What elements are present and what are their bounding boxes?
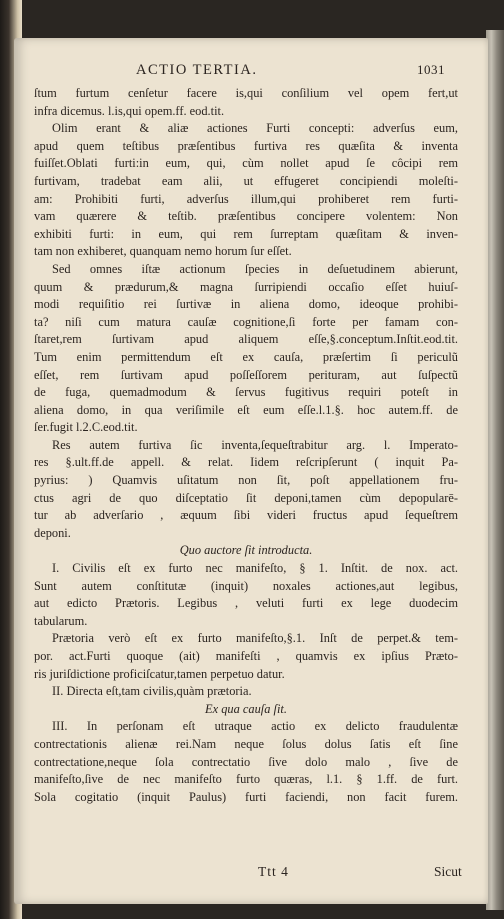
text-line: furtivam, tradebat eam alii, ut effugeret concipiendi moleſti-	[34, 173, 458, 188]
text-line: por. act.Furti quoque (ait) manifeſti , quamvis ex ipſius Præto-	[34, 649, 458, 663]
text-line: apud quem teſtibus præſentibus furtiva res quæſita & inventa	[34, 138, 458, 153]
text-line: exhibiti furti: in eum, qui rem ſurreptam quæſitam & inven-	[34, 226, 458, 241]
running-title: ACTIO TERTIA.	[136, 62, 258, 78]
text-line: Sunt autem conſtitutæ (inquit) noxales actiones,aut legibus,	[34, 578, 458, 593]
text-line: I. Civilis eſt ex furto nec manifeſto, § 1. Inſtit. de nox. act.	[52, 561, 458, 576]
text-line: tam non exhiberet, quanquam nemo horum ſur eſſet.	[34, 244, 292, 259]
book-page	[14, 38, 488, 904]
text-line: Sed omnes iſtæ actionum ſpecies in deſuetudinem abierunt,	[52, 261, 458, 276]
text-line: contrectatione,neque ſola contrectatio ſive dolo malo , ſive de	[34, 754, 458, 769]
text-line: aut edicto Prætoris. Legibus , veluti furti ex lege duodecim	[34, 596, 458, 611]
signature-mark: Ttt 4	[258, 864, 289, 879]
text-line: deponi.	[34, 525, 71, 540]
page-number: 1031	[417, 62, 445, 77]
text-line: manifeſto,ſive de nec manifeſto furto quæras, l.1. § 1.ff. de furt.	[34, 772, 458, 787]
text-line: infra dicemus. l.is,qui opem.ff. eod.tit.	[34, 103, 225, 118]
text-line: Olim erant & aliæ actiones Furti concepti: adverſus eum,	[52, 121, 458, 136]
text-line: contrectationis alienæ rei.Nam neque ſolus dolus ſatis eſt ſine	[34, 736, 458, 751]
body-text	[34, 85, 458, 806]
text-line: aliena domo, in qua veriſimile eſt eum eſſe.l.1.§. hoc autem.ff. de	[34, 402, 458, 417]
text-line: tur ab adverſario , æquum ſibi videri fructus apud ſequeſtrem	[34, 508, 458, 523]
text-line: tabularum.	[34, 613, 88, 628]
text-line: ſtum furtum cenſetur facere is,qui conſilium vel opem fert,ut	[34, 86, 458, 100]
text-line: Tum enim permittendum eſt ex cauſa, præſertim ſi periculũ	[34, 349, 458, 364]
text-line: eſſet, rem ſurtivam apud poſſeſſorem perituram, aut ſuſpectũ	[34, 367, 458, 382]
text-line: fuiſſet.Oblati furti:in eum, qui, cùm nollet apud ſe côcipi rem	[34, 156, 458, 171]
section-subheading: Ex qua cauſa ſit.	[205, 701, 287, 716]
text-line: pyrius: ) Quamvis uſitatum non ſit, poſt appellationem fru-	[34, 473, 458, 488]
text-line: am: Prohibiti furti, adverſus illum,qui prohiberet rem furti-	[34, 191, 458, 206]
catchword: Sicut	[434, 864, 462, 879]
text-line: II. Directa eſt,tam civilis,quàm prætoria.	[52, 684, 252, 699]
text-line: de fuga, quemadmodum & ſervus fugitivus requiri poteſt in	[34, 385, 458, 400]
text-line: Res autem furtiva ſic inventa,ſequeſtrabitur arg. l. Imperato-	[52, 437, 458, 452]
text-line: ta? niſi cum matura cauſæ cognitione,ſi forte per famam con-	[34, 314, 458, 329]
text-line: ſer.fugit l.2.C.eod.tit.	[34, 420, 138, 435]
text-line: Sola cogitatio (inquit Paulus) furti faciendi, non facit furem.	[34, 789, 458, 804]
text-line: res §.ult.ff.de appell. & relat. Iidem reſcripſerunt ( inquit Pa-	[34, 455, 458, 470]
text-line: ſtaret,rem ſurtivam apud aliquem eſſe,§.conceptum.Inſtit.eod.tit.	[34, 332, 458, 347]
text-line: ris juriſdictione proficiſcatur,tamen perpetuo datur.	[34, 666, 285, 681]
text-line: quum & prædurum,& magna ſurripiendi occaſio eſſet huiuſ-	[34, 279, 458, 294]
text-line: ctus agri de quo diſceptatio ſit deponi,tamen cùm depopularē-	[34, 490, 458, 505]
text-line: III. In perſonam eſt utraque actio ex delicto fraudulentæ	[52, 719, 458, 734]
section-subheading: Quo auctore ſit introducta.	[179, 543, 313, 558]
text-line: Prætoria verò eſt ex furto manifeſto,§.1. Inſt de perpet.& tem-	[52, 631, 458, 646]
text-line: modi requiſitio rei ſurtivæ in aliena domo, ideoque prohibi-	[34, 297, 458, 312]
page-fore-edge	[486, 30, 504, 910]
text-line: vam quærere & teſtib. præſentibus concipere volentem: Non	[34, 209, 458, 224]
